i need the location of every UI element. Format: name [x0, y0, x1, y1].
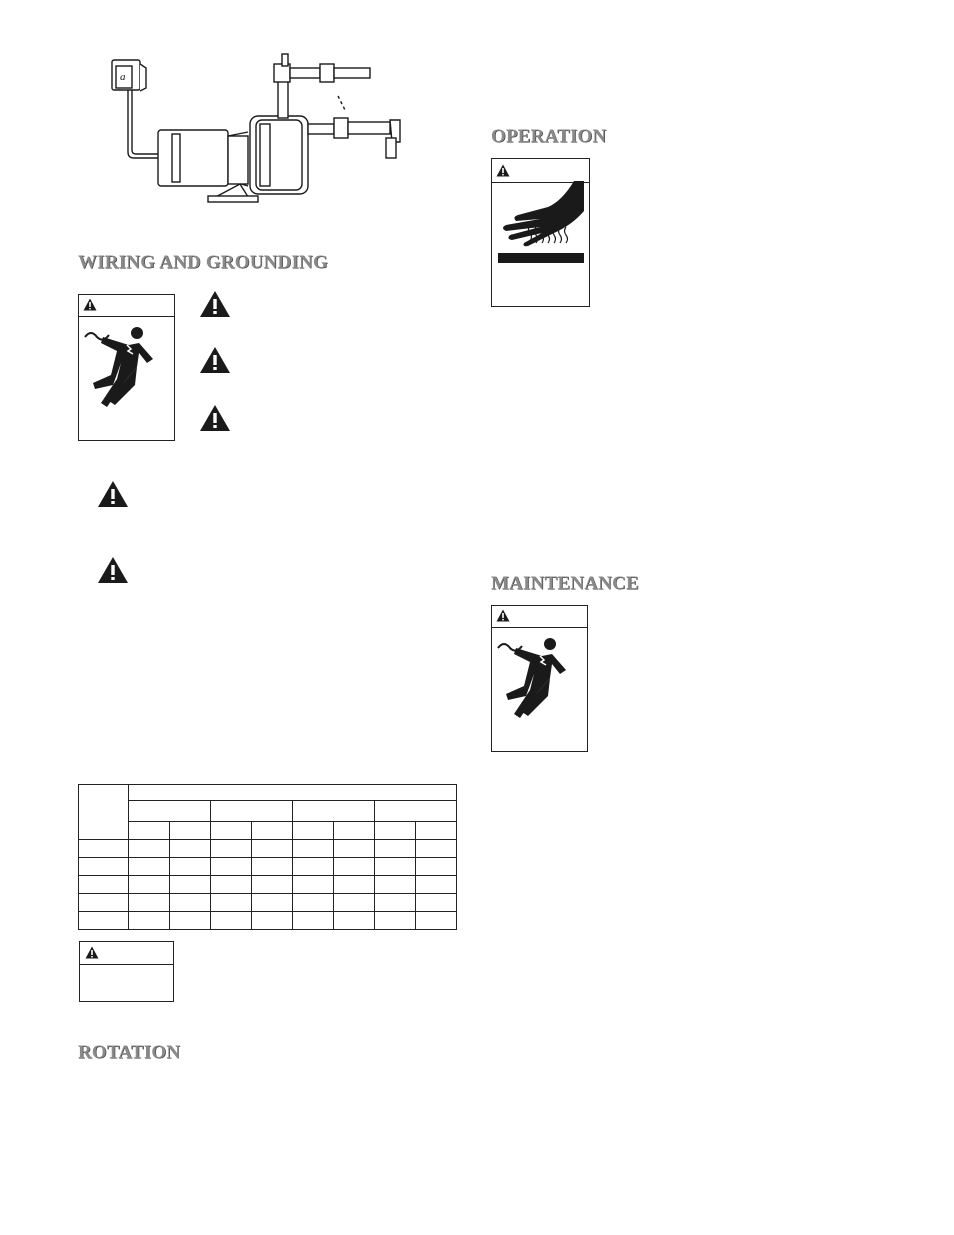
hot-surface-warning-label	[491, 158, 590, 307]
warning-triangle-icon	[97, 480, 129, 508]
warning-triangle-icon	[496, 609, 510, 622]
maintenance-shock-label	[491, 605, 588, 752]
table-row	[79, 858, 457, 876]
warning-triangle-icon	[496, 164, 510, 177]
pump-motor	[158, 130, 228, 186]
maintenance-heading: MAINTENANCE	[491, 573, 639, 594]
warning-triangle-icon	[85, 946, 99, 959]
warning-triangle-icon	[97, 556, 129, 584]
shock-warning-label	[78, 294, 175, 441]
warning-triangle-icon	[199, 404, 231, 432]
table-row	[79, 822, 457, 840]
caution-label	[79, 941, 174, 1002]
table-row	[79, 785, 457, 801]
table-row	[79, 801, 457, 822]
warning-triangle-icon	[199, 290, 231, 318]
svg-text:a: a	[120, 71, 126, 83]
table-row	[79, 876, 457, 894]
hot-surface-hand-icon	[496, 181, 586, 269]
electric-shock-icon	[81, 323, 173, 433]
table-row	[79, 840, 457, 858]
warning-triangle-icon	[83, 298, 97, 311]
warning-triangle-icon	[199, 346, 231, 374]
table-row	[79, 912, 457, 930]
electric-shock-icon	[494, 634, 586, 744]
operation-heading: OPERATION	[491, 126, 607, 147]
table-row	[79, 894, 457, 912]
rotation-heading: ROTATION	[78, 1042, 181, 1063]
wire-size-table	[78, 784, 457, 930]
wiring-heading: WIRING AND GROUNDING	[78, 252, 328, 273]
pump-installation-illustration	[100, 50, 420, 210]
